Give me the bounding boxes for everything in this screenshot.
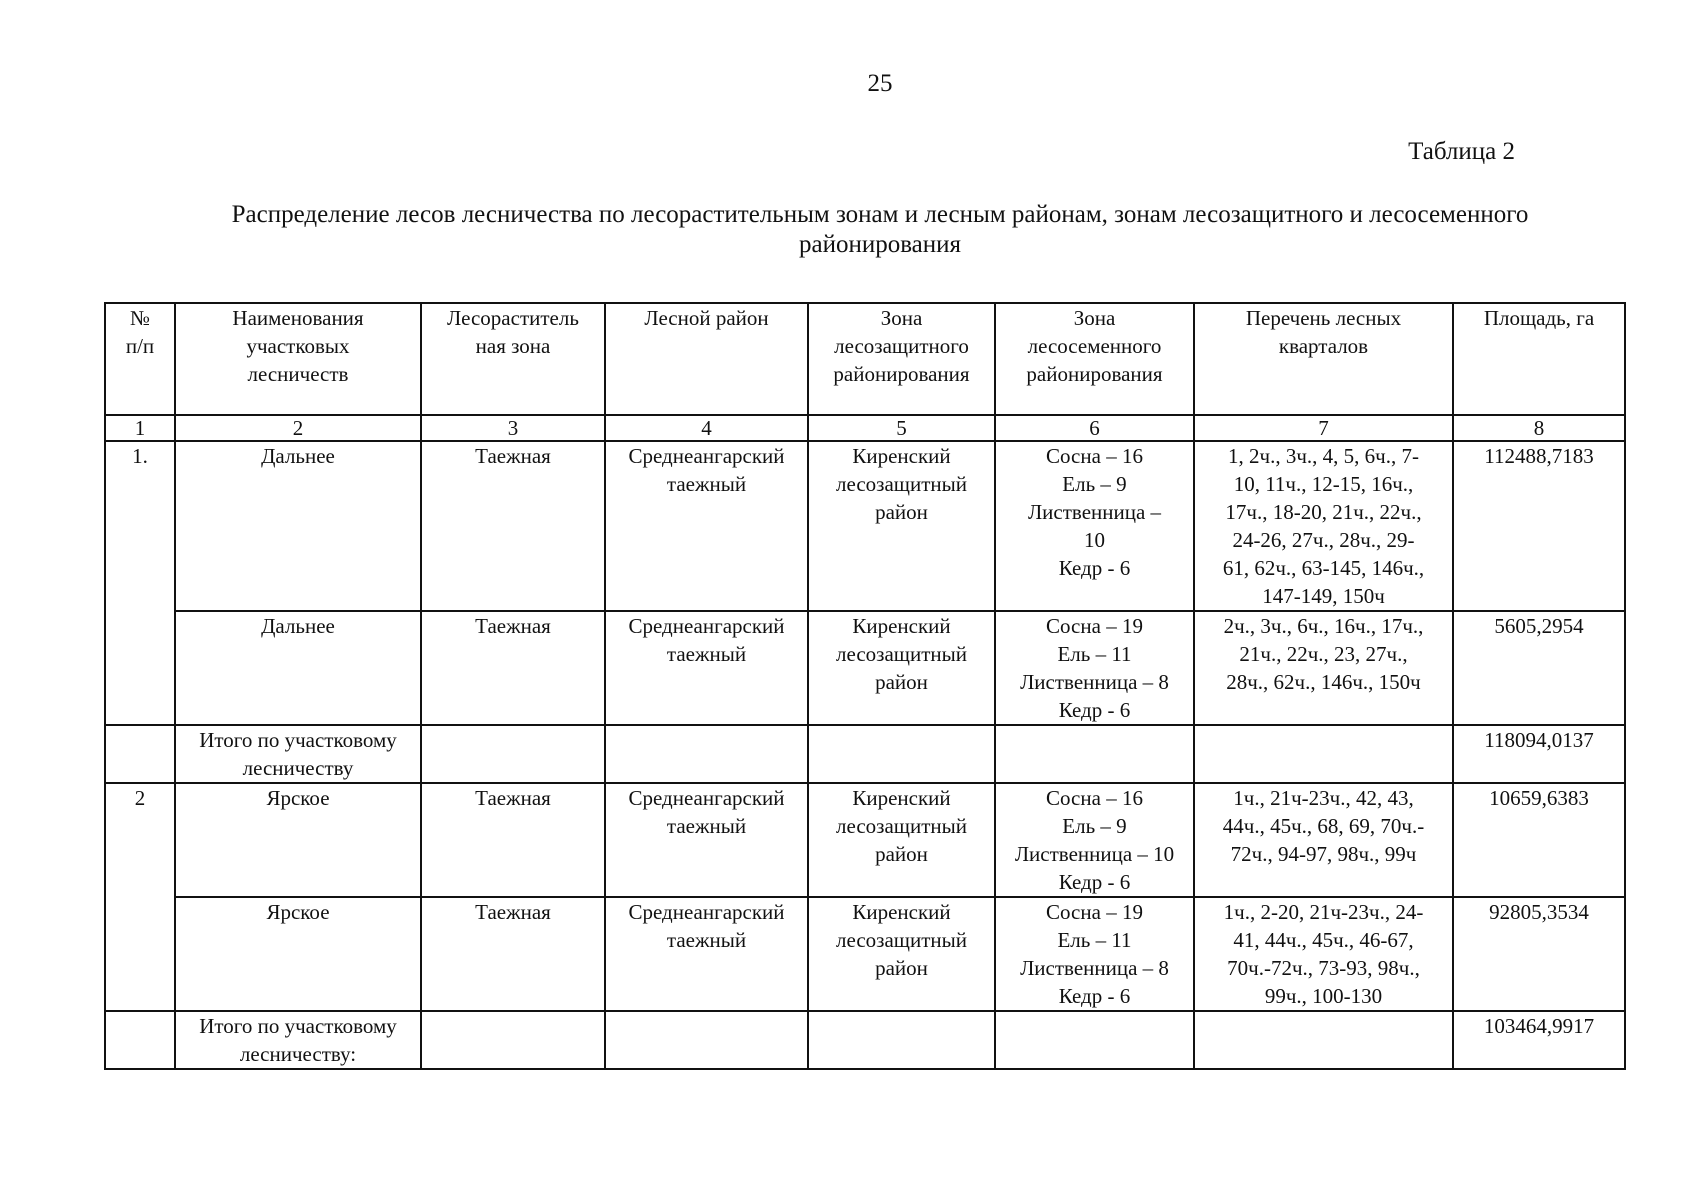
total-row [105,1011,1625,1069]
cell-line: Киренский [852,900,951,924]
row-index: 1. [105,441,175,725]
total-row [105,725,1625,783]
header-forestry-name [175,303,421,415]
column-number: 7 [1194,415,1453,441]
area-value: 112488,7183 [1453,441,1625,611]
header-line: районирования [1026,362,1163,386]
vegetation-zone: Таежная [421,441,605,611]
empty-cell [808,725,995,783]
table-label: Таблица 2 [1408,138,1515,165]
protection-zone [808,611,995,725]
seed-zone [995,441,1194,611]
cell-line: Ель – 9 [1062,814,1127,838]
page-number: 25 [867,70,893,97]
area-value: 5605,2954 [1453,611,1625,725]
header-index [105,303,175,415]
header-line: лесосеменного [1027,334,1162,358]
total-label [175,725,421,783]
cell-line: Итого по участковому [199,728,397,752]
area-value: 92805,3534 [1453,897,1625,1011]
seed-zone [995,611,1194,725]
empty-cell [605,1011,808,1069]
header-line: ная зона [475,334,551,358]
column-number: 5 [808,415,995,441]
seed-zone [995,783,1194,897]
cell-line: район [875,670,928,694]
area-value: 10659,6383 [1453,783,1625,897]
header-seed-zone [995,303,1194,415]
cell-line: 99ч., 100-130 [1264,984,1383,1008]
forest-district [605,611,808,725]
empty-cell [995,1011,1194,1069]
header-forest-district [605,303,808,415]
column-number: 1 [105,415,175,441]
cell-line: Ель – 11 [1057,642,1132,666]
table-row [105,783,1625,897]
protection-zone [808,783,995,897]
cell-line: 61, 62ч., 63-145, 146ч., [1222,556,1425,580]
empty-cell [995,725,1194,783]
vegetation-zone: Таежная [421,897,605,1011]
empty-cell [605,725,808,783]
cell-line: Итого по участковому [199,1014,397,1038]
cell-line: 2ч., 3ч., 6ч., 16ч., 17ч., [1223,614,1424,638]
cell-line: лесозащитный [836,928,967,952]
row-index: 2 [105,783,175,1011]
cell-line: Киренский [852,444,951,468]
title-line-2: районирования [798,231,962,258]
empty-cell [1194,1011,1453,1069]
seed-zone [995,897,1194,1011]
cell-line: таежный [666,814,747,838]
forestry-name: Дальнее [175,441,421,611]
cell-line: 41, 44ч., 45ч., 46-67, [1233,928,1414,952]
cell-line: Ель – 11 [1057,928,1132,952]
cell-line: Кедр - 6 [1058,556,1131,580]
cell-line: Кедр - 6 [1058,870,1131,894]
header-line: лесозащитного [834,334,969,358]
header-line: районирования [833,362,970,386]
forestry-name: Дальнее [175,611,421,725]
cell-line: лесозащитный [836,814,967,838]
cell-line: 70ч.-72ч., 73-93, 98ч., [1227,956,1420,980]
total-area-value: 118094,0137 [1453,725,1625,783]
forest-district [605,441,808,611]
cell-line: Сосна – 16 [1046,786,1143,810]
cell-line: район [875,500,928,524]
cell-line: таежный [666,472,747,496]
cell-line: 147-149, 150ч [1262,584,1385,608]
cell-line: 24-26, 27ч., 28ч., 29- [1232,528,1415,552]
cell-line: Ель – 9 [1062,472,1127,496]
cell-line: Кедр - 6 [1058,698,1131,722]
forestry-name: Ярское [175,783,421,897]
empty-cell [808,1011,995,1069]
cell-line: Среднеангарский [628,444,785,468]
header-quarters [1194,303,1453,415]
cell-line: Киренский [852,786,951,810]
total-label [175,1011,421,1069]
header-line: участковых [246,334,350,358]
column-number: 4 [605,415,808,441]
cell-line: Кедр - 6 [1058,984,1131,1008]
vegetation-zone: Таежная [421,783,605,897]
empty-cell [421,725,605,783]
cell-line: Сосна – 16 [1046,444,1143,468]
header-protection-zone [808,303,995,415]
header-vegetation-zone [421,303,605,415]
header-line: Зона [1073,306,1116,330]
empty-cell [105,1011,175,1069]
cell-line: таежный [666,642,747,666]
cell-line: лесозащитный [836,472,967,496]
empty-cell [105,725,175,783]
cell-line: Сосна – 19 [1046,614,1143,638]
quarters-list [1194,897,1453,1011]
protection-zone [808,897,995,1011]
column-number-row [105,415,1625,441]
cell-line: район [875,956,928,980]
header-line: Зона [880,306,923,330]
cell-line: Киренский [852,614,951,638]
quarters-list [1194,441,1453,611]
vegetation-zone: Таежная [421,611,605,725]
cell-line: Лиственница – 10 [1014,842,1175,866]
empty-cell [421,1011,605,1069]
cell-line: Сосна – 19 [1046,900,1143,924]
column-number: 8 [1453,415,1625,441]
header-line: Перечень лесных [1245,306,1402,330]
cell-line: 1ч., 21ч-23ч., 42, 43, [1233,786,1414,810]
cell-line: Среднеангарский [628,786,785,810]
header-line: кварталов [1278,334,1369,358]
cell-line: район [875,842,928,866]
cell-line: лесничеству: [239,1042,357,1066]
quarters-list [1194,611,1453,725]
cell-line: Лиственница – 8 [1020,956,1169,980]
cell-line: Среднеангарский [628,900,785,924]
forest-district [605,783,808,897]
forestry-name: Ярское [175,897,421,1011]
cell-line: 21ч., 22ч., 23, 27ч., [1239,642,1408,666]
cell-line: 1ч., 2-20, 21ч-23ч., 24- [1223,900,1424,924]
cell-line: 28ч., 62ч., 146ч., 150ч [1226,670,1421,694]
column-number: 6 [995,415,1194,441]
column-number: 2 [175,415,421,441]
protection-zone [808,441,995,611]
empty-cell [1194,725,1453,783]
header-area [1453,303,1625,415]
header-line: Площадь, га [1483,306,1595,330]
cell-line: Среднеангарский [628,614,785,638]
title-line-1: Распределение лесов лесничества по лесорастительным зонам и лесным районам, зонам лесозащитного и лесосеменного [231,201,1529,228]
header-line: Наименования [232,306,364,330]
forest-district [605,897,808,1011]
quarters-list [1194,783,1453,897]
table-row [105,611,1625,725]
header-row [105,303,1625,415]
table-title [140,200,1620,260]
cell-line: 72ч., 94-97, 98ч., 99ч [1230,842,1417,866]
cell-line: таежный [666,928,747,952]
cell-line: 44ч., 45ч., 68, 69, 70ч.- [1222,814,1425,838]
cell-line: 10 [1084,528,1105,552]
cell-line: 1, 2ч., 3ч., 4, 5, 6ч., 7- [1228,444,1419,468]
cell-line: Лиственница – [1027,500,1162,524]
header-line: Лесной район [644,306,769,330]
total-area-value: 103464,9917 [1453,1011,1625,1069]
header-line: лесничеств [247,362,349,386]
cell-line: лесозащитный [836,642,967,666]
table-row [105,897,1625,1011]
forest-distribution-table [104,302,1626,1070]
cell-line: 10, 11ч., 12-15, 16ч., [1233,472,1414,496]
cell-line: лесничеству [242,756,354,780]
cell-line: 17ч., 18-20, 21ч., 22ч., [1225,500,1422,524]
header-line: Лесораститель [447,306,579,330]
cell-line: Лиственница – 8 [1020,670,1169,694]
table-row [105,441,1625,611]
header-line: № [129,306,151,330]
header-line: п/п [125,334,155,358]
column-number: 3 [421,415,605,441]
